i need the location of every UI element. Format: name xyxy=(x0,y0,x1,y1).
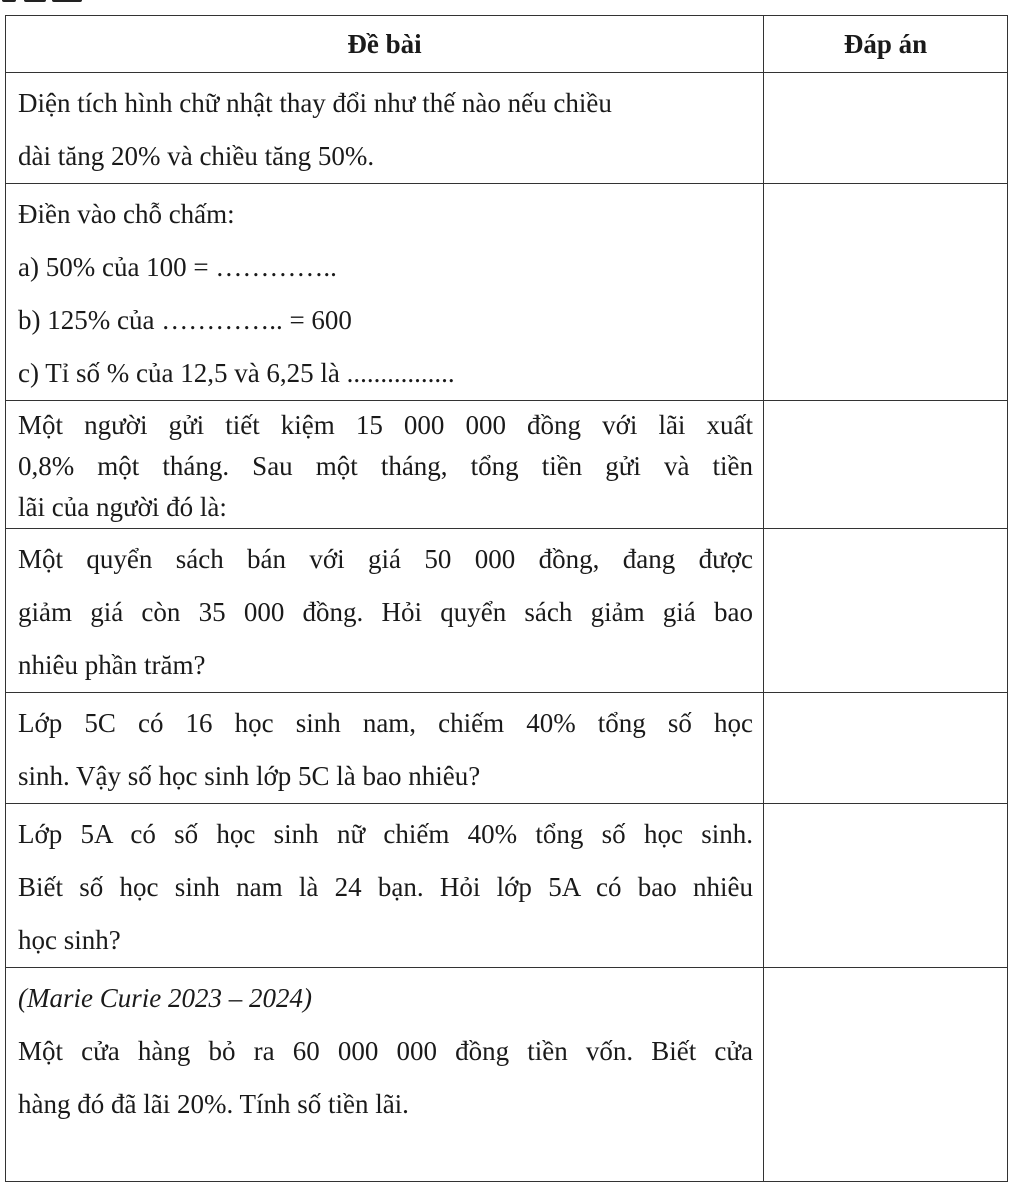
question-line: dài tăng 20% và chiều tăng 50%. xyxy=(18,141,375,171)
question-line: c) Tỉ số % của 12,5 và 6,25 là ................ xyxy=(18,358,455,388)
exercise-table xyxy=(5,15,1008,1182)
question-cell xyxy=(6,529,764,693)
answer-cell[interactable] xyxy=(764,693,1008,804)
question-line: Biết số học sinh nam là 24 bạn. Hỏi lớp 5A có bao nhiêu xyxy=(18,872,753,902)
question-line: hàng đó đã lãi 20%. Tính số tiền lãi. xyxy=(18,1089,409,1119)
question-line: Một cửa hàng bỏ ra 60 000 000 đồng tiền vốn. Biết cửa xyxy=(18,1036,753,1066)
table-row xyxy=(6,968,1008,1182)
table-row xyxy=(6,73,1008,184)
cropped-text-fragment xyxy=(0,0,130,6)
table-row xyxy=(6,529,1008,693)
question-line: lãi của người đó là: xyxy=(18,492,227,522)
header-answer: Đáp án xyxy=(764,16,1008,73)
question-cell xyxy=(6,73,764,184)
question-cell xyxy=(6,804,764,968)
answer-cell[interactable] xyxy=(764,804,1008,968)
question-line: Một người gửi tiết kiệm 15 000 000 đồng với lãi xuất xyxy=(18,410,753,440)
question-line: giảm giá còn 35 000 đồng. Hỏi quyển sách giảm giá bao xyxy=(18,597,753,627)
question-line: nhiêu phần trăm? xyxy=(18,650,206,680)
question-cell xyxy=(6,184,764,401)
table-row xyxy=(6,184,1008,401)
question-line: Lớp 5A có số học sinh nữ chiếm 40% tổng số học sinh. xyxy=(18,819,753,849)
question-source-note: (Marie Curie 2023 – 2024) xyxy=(18,983,312,1013)
question-cell xyxy=(6,693,764,804)
answer-cell[interactable] xyxy=(764,73,1008,184)
table-row xyxy=(6,693,1008,804)
table-row xyxy=(6,804,1008,968)
question-line: Điền vào chỗ chấm: xyxy=(18,199,235,229)
table-row xyxy=(6,401,1008,529)
answer-cell[interactable] xyxy=(764,184,1008,401)
answer-cell[interactable] xyxy=(764,529,1008,693)
question-line: Diện tích hình chữ nhật thay đổi như thế nào nếu chiều xyxy=(18,88,612,118)
question-line: Một quyển sách bán với giá 50 000 đồng, đang được xyxy=(18,544,753,574)
table-header-row xyxy=(6,16,1008,73)
question-line: Lớp 5C có 16 học sinh nam, chiếm 40% tổng số học xyxy=(18,708,753,738)
question-line: a) 50% của 100 = ………….. xyxy=(18,252,337,282)
header-question: Đề bài xyxy=(6,16,764,73)
question-line: 0,8% một tháng. Sau một tháng, tổng tiền gửi và tiền xyxy=(18,451,753,481)
question-line: sinh. Vậy số học sinh lớp 5C là bao nhiêu? xyxy=(18,761,481,791)
question-cell xyxy=(6,968,764,1182)
question-line: b) 125% của ………….. = 600 xyxy=(18,305,352,335)
question-line: học sinh? xyxy=(18,925,121,955)
answer-cell[interactable] xyxy=(764,401,1008,529)
answer-cell[interactable] xyxy=(764,968,1008,1182)
question-cell xyxy=(6,401,764,529)
